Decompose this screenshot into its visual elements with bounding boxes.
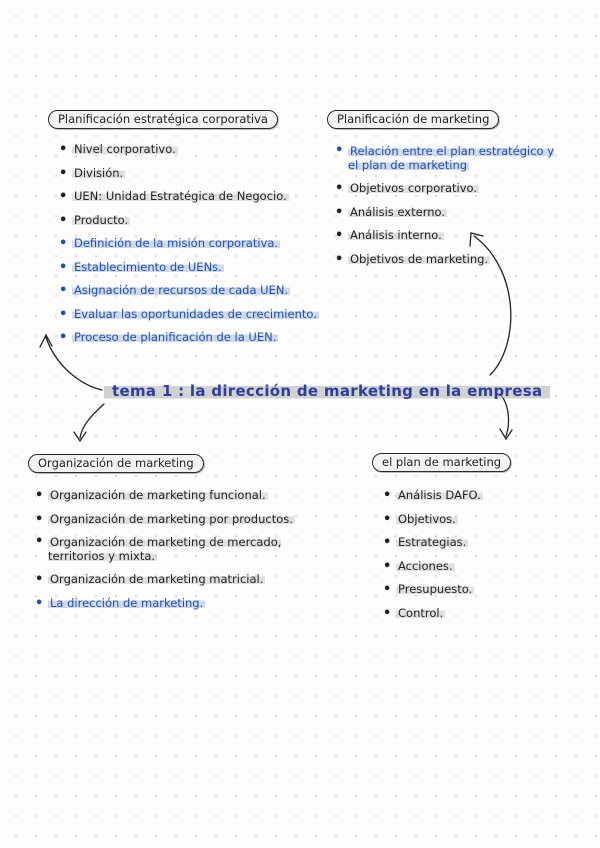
bullet-icon: • — [35, 572, 44, 587]
list-item-text: Organización de marketing matricial. — [50, 572, 264, 586]
heading-marketing-plan: Planificación de marketing — [327, 110, 499, 129]
bullet-icon: • — [383, 582, 392, 597]
list-item-text: Análisis externo. — [350, 204, 445, 219]
list-item — [32, 508, 292, 532]
bullet-icon: • — [35, 511, 44, 527]
bullet-icon: • — [59, 330, 68, 345]
bullet-icon: • — [383, 605, 392, 621]
page-title: tema 1 : la dirección de marketing en la empresa — [104, 381, 550, 401]
list-item-text: Proceso de planificación de la UEN. — [74, 330, 277, 344]
list-item — [332, 201, 562, 225]
list-item — [332, 177, 562, 201]
list-item — [56, 326, 319, 350]
list-el-plan — [380, 484, 483, 625]
list-item — [380, 555, 483, 579]
bullet-icon: • — [335, 204, 344, 220]
list-item — [332, 224, 562, 248]
bullet-icon: • — [35, 488, 44, 503]
list-item — [32, 568, 292, 592]
list-item — [56, 209, 319, 233]
list-item-text: División. — [74, 165, 124, 180]
list-item-text: Objetivos. — [398, 511, 456, 526]
list-item-text: Organización de marketing por productos. — [50, 511, 293, 526]
list-item-text: Objetivos corporativo. — [350, 181, 478, 195]
bullet-icon: • — [383, 511, 392, 527]
list-item-text: Evaluar las oportunidades de crecimiento. — [74, 306, 317, 321]
bullet-icon: • — [59, 283, 68, 298]
bullet-icon: • — [383, 488, 392, 503]
list-item-text: UEN: Unidad Estratégica de Negocio. — [74, 189, 287, 203]
bullet-icon: • — [383, 535, 392, 550]
list-item-text: Establecimiento de UENs. — [74, 259, 222, 274]
list-organizacion — [32, 484, 292, 615]
bullet-icon: • — [59, 142, 68, 157]
bullet-icon: • — [59, 212, 68, 228]
list-item — [380, 578, 483, 602]
list-item — [56, 162, 319, 186]
bullet-icon: • — [335, 251, 344, 267]
list-item-text: Análisis interno. — [350, 228, 442, 242]
bullet-icon: • — [59, 236, 68, 251]
list-item-text: Organización de marketing de mercado, territorios y mixta. — [48, 535, 282, 563]
bullet-icon: • — [35, 595, 44, 611]
list-item-text: Control. — [398, 605, 444, 620]
list-item — [32, 484, 292, 508]
list-item-text: Asignación de recursos de cada UEN. — [74, 283, 289, 297]
list-item-text: Presupuesto. — [398, 582, 473, 596]
list-item — [32, 592, 292, 616]
bullet-icon: • — [35, 534, 44, 549]
list-item-text: Nivel corporativo. — [74, 142, 176, 156]
list-item-text: Relación entre el plan estratégico y el plan de marketing — [348, 144, 555, 172]
list-item-text: Objetivos de marketing. — [350, 251, 489, 266]
list-corporativa — [56, 138, 319, 350]
list-item — [32, 535, 292, 563]
list-item-text: Producto. — [74, 212, 129, 227]
arrow-to-organizacion — [80, 404, 104, 438]
list-item — [56, 232, 319, 256]
bullet-icon: • — [59, 306, 68, 322]
list-item — [56, 279, 319, 303]
list-item-text: Definición de la misión corporativa. — [74, 236, 279, 250]
list-item — [380, 531, 483, 555]
list-item-text: Estrategias. — [398, 535, 467, 549]
list-marketing-plan — [332, 140, 562, 271]
bullet-icon: • — [335, 143, 344, 158]
bullet-icon: • — [59, 259, 68, 275]
list-item — [332, 144, 562, 172]
heading-el-plan: el plan de marketing — [372, 453, 511, 472]
heading-organizacion: Organización de marketing — [28, 454, 204, 473]
list-item-text: Organización de marketing funcional. — [50, 488, 266, 502]
list-item — [380, 508, 483, 532]
list-item — [332, 248, 562, 272]
bullet-icon: • — [383, 558, 392, 574]
bullet-icon: • — [59, 165, 68, 181]
bullet-icon: • — [59, 189, 68, 204]
list-item-text: Acciones. — [398, 558, 453, 573]
list-item — [56, 303, 319, 327]
list-item — [380, 484, 483, 508]
list-item — [56, 185, 319, 209]
list-item-text: La dirección de marketing. — [50, 595, 204, 610]
list-item — [56, 256, 319, 280]
bullet-icon: • — [335, 228, 344, 243]
heading-corporativa: Planificación estratégica corporativa — [48, 110, 278, 129]
list-item-text: Análisis DAFO. — [398, 488, 481, 502]
bullet-icon: • — [335, 181, 344, 196]
list-item — [56, 138, 319, 162]
list-item — [380, 602, 483, 626]
